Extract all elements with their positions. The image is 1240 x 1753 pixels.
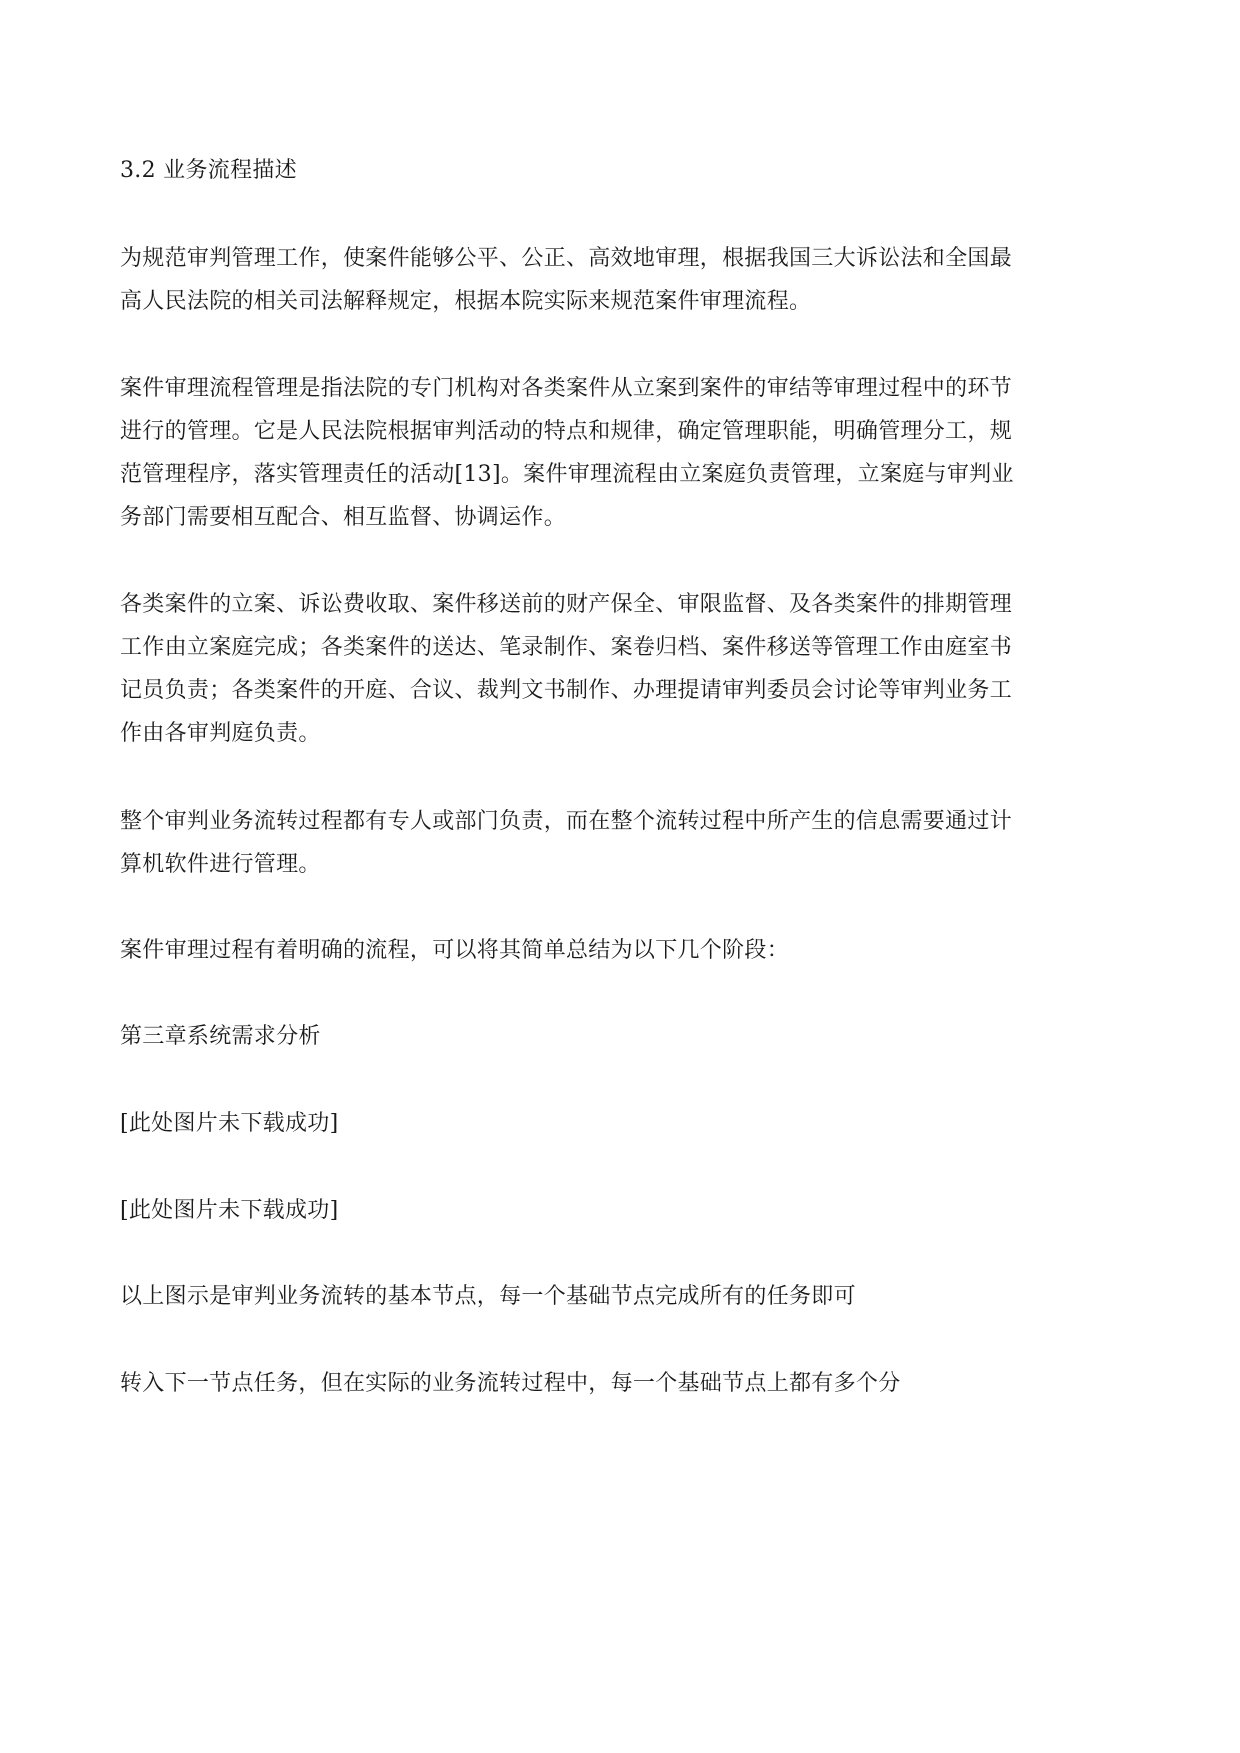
paragraph-line: 高人民法院的相关司法解释规定，根据本院实际来规范案件审理流程。 bbox=[120, 289, 812, 314]
image-placeholder: [此处图片未下载成功] bbox=[120, 1198, 339, 1223]
document-page bbox=[120, 0, 1120, 1753]
paragraph-line: 算机软件进行管理。 bbox=[120, 852, 321, 877]
closing-line: 转入下一节点任务，但在实际的业务流转过程中，每一个基础节点上都有多个分 bbox=[120, 1371, 901, 1396]
paragraph-line: 案件审理流程管理是指法院的专门机构对各类案件从立案到案件的审结等审理过程中的环节 bbox=[120, 376, 1013, 401]
paragraph-line: 进行的管理。它是人民法院根据审判活动的特点和规律，确定管理职能，明确管理分工，规 bbox=[120, 419, 1013, 444]
paragraph-line: 工作由立案庭完成；各类案件的送达、笔录制作、案卷归档、案件移送等管理工作由庭室书 bbox=[120, 635, 1013, 660]
paragraph-line: 务部门需要相互配合、相互监督、协调运作。 bbox=[120, 505, 567, 530]
section-heading: 3.2 业务流程描述 bbox=[120, 158, 297, 183]
paragraph-line: 范管理程序，落实管理责任的活动[13]。案件审理流程由立案庭负责管理，立案庭与审判业 bbox=[120, 462, 1014, 487]
paragraph-line: 各类案件的立案、诉讼费收取、案件移送前的财产保全、审限监督、及各类案件的排期管理 bbox=[120, 592, 1013, 617]
paragraph-line: 整个审判业务流转过程都有专人或部门负责，而在整个流转过程中所产生的信息需要通过计 bbox=[120, 809, 1013, 834]
closing-line: 以上图示是审判业务流转的基本节点，每一个基础节点完成所有的任务即可 bbox=[120, 1284, 856, 1309]
paragraph-line: 作由各审判庭负责。 bbox=[120, 721, 321, 746]
chapter-heading: 第三章系统需求分析 bbox=[120, 1024, 321, 1049]
paragraph-line: 记员负责；各类案件的开庭、合议、裁判文书制作、办理提请审判委员会讨论等审判业务工 bbox=[120, 678, 1013, 703]
image-placeholder: [此处图片未下载成功] bbox=[120, 1111, 339, 1136]
paragraph-line: 为规范审判管理工作，使案件能够公平、公正、高效地审理，根据我国三大诉讼法和全国最 bbox=[120, 246, 1013, 271]
paragraph-line: 案件审理过程有着明确的流程，可以将其简单总结为以下几个阶段： bbox=[120, 938, 790, 963]
